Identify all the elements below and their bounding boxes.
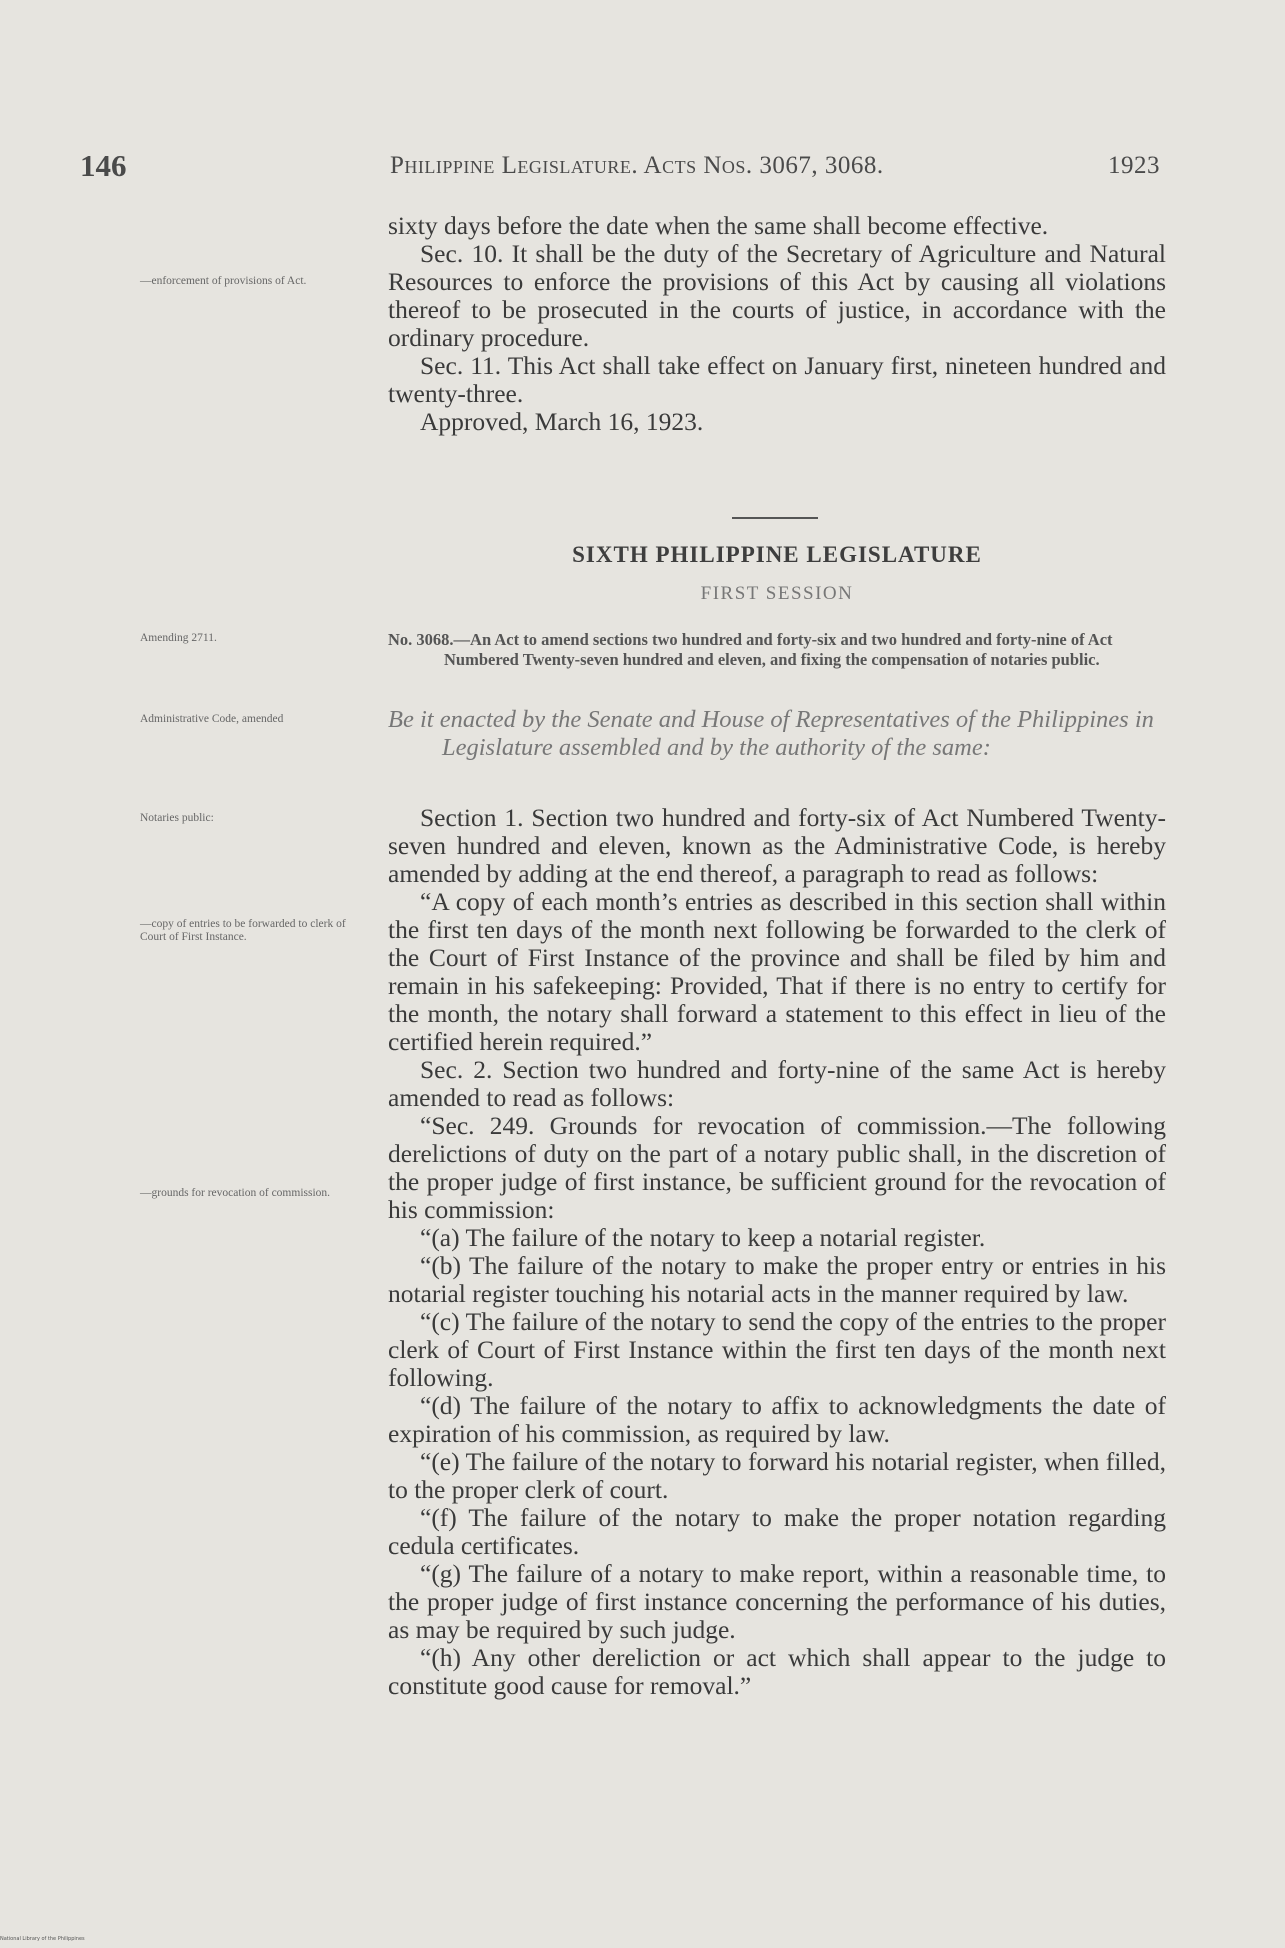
continuation-text: sixty days before the date when the same shall become effective. [388,211,1049,240]
act-title-text: No. 3068.—An Act to amend sections two hundred and forty-six and two hundred and forty-nine of Act Numbered Twenty-seven hundred and eleven, and fixing the compensation of notaries public. [388,630,1113,669]
section-1-text: Section 1. Section two hundred and forty-six of Act Numbered Twenty-seven hundred and eleven, known as the Administrative Code, is hereby amended by adding at the end thereof, a paragraph to read as follows: [388,803,1166,888]
legislature-heading: SIXTH PHILIPPINE LEGISLATURE [572,542,982,567]
item-e: “(e) The failure of the notary to forward his notarial register, when filled, to the proper clerk of court. [388,1447,1166,1504]
running-title: Philippine Legislature. Acts Nos. 3067, 3068. [390,152,884,179]
running-head [390,152,1160,180]
section-249-text: “Sec. 249. Grounds for revocation of commission.—The following derelictions of duty on the part of a notary public shall, in the discretion of the proper judge of first instance, be sufficient ground for the revocation of his commission: [388,1111,1166,1224]
section-10-text: Sec. 10. It shall be the duty of the Secretary of Agriculture and Natural Resources to enforce the provisions of this Act by causing all violations thereof to be prosecuted in the courts of justice, in accordance with the ordinary procedure. [388,239,1166,352]
enacting-clause [388,706,1166,762]
item-d: “(d) The failure of the notary to affix to acknowledgments the date of expiration of his commission, as required by law. [388,1391,1166,1448]
margin-note-copy-entries: —copy of entries to be forwarded to clerk of Court of First Instance. [140,918,346,943]
session-heading: FIRST SESSION [700,583,854,604]
section-11-text: Sec. 11. This Act shall take effect on January first, nineteen hundred and twenty-three. [388,351,1166,408]
margin-note-enforcement: —enforcement of provisions of Act. [140,275,307,287]
section-2-text: Sec. 2. Section two hundred and forty-nine of the same Act is hereby amended to read as follows: [388,1055,1166,1112]
approved-text: Approved, March 16, 1923. [420,407,704,436]
footer-credit: National Library of the Philippines [0,1936,85,1942]
margin-note-notaries: Notaries public: [140,812,214,824]
running-year: 1923 [1108,152,1160,179]
margin-note-admin-code: Administrative Code, amended [140,713,284,725]
item-h: “(h) Any other dereliction or act which shall appear to the judge to constitute good cause for removal.” [388,1643,1166,1700]
item-c: “(c) The failure of the notary to send the copy of the entries to the proper clerk of Court of First Instance within the first ten days of the month next following. [388,1307,1166,1392]
page-number: 146 [80,148,127,183]
section-divider [732,517,818,519]
top-text-block [388,212,1166,436]
act-body [388,804,1166,1700]
enacting-clause-text: Be it enacted by the Senate and House of Representatives of the Philippines in Legislature assembled and by the authority of the same: [388,706,1154,761]
item-b: “(b) The failure of the notary to make the proper entry or entries in his notarial register touching his notarial acts in the manner required by law. [388,1251,1166,1308]
item-a: “(a) The failure of the notary to keep a notarial register. [420,1223,986,1252]
margin-note-amending: Amending 2711. [140,632,217,644]
margin-note-grounds: —grounds for revocation of commission. [140,1187,331,1199]
act-title [388,630,1166,670]
item-f: “(f) The failure of the notary to make the proper notation regarding cedula certificates. [388,1503,1166,1560]
copy-paragraph: “A copy of each month’s entries as described in this section shall within the first ten days of the month next following be forwarded to the clerk of the Court of First Instance of the province and shall be filed by him and remain in his safekeeping: Provided, That if there is no entry to certify for the month, the notary shall forward a statement to this effect in lieu of the certified herein required.” [388,887,1166,1056]
item-g: “(g) The failure of a notary to make report, within a reasonable time, to the proper judge of first instance concerning the performance of his duties, as may be required by such judge. [388,1559,1166,1644]
